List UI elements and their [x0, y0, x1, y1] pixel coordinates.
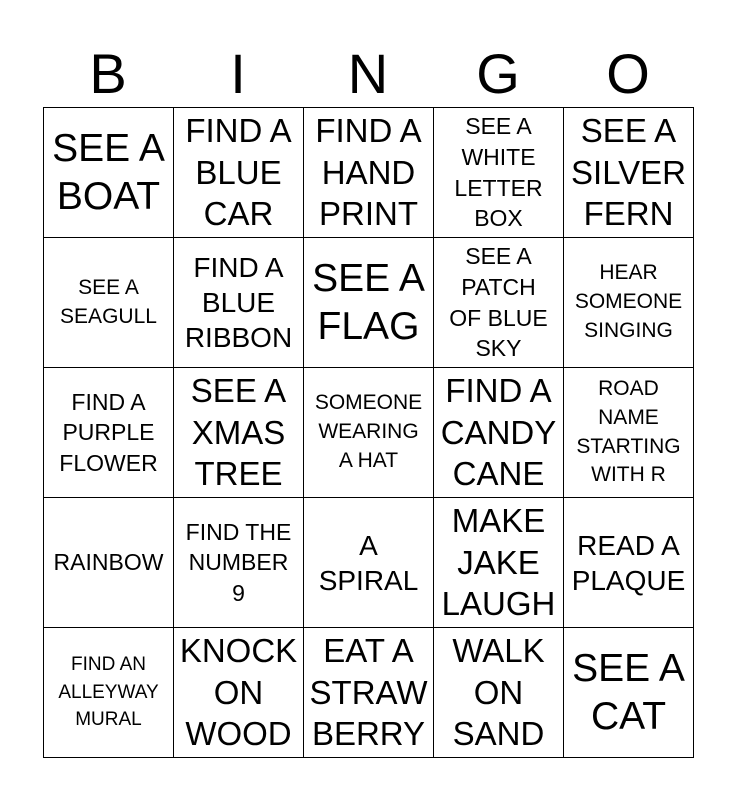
bingo-cell[interactable] [304, 368, 434, 498]
cell-label: SOMEONE WEARING A HAT [314, 391, 423, 472]
cell-label: SEE A SILVER FERN [571, 112, 686, 233]
cell-label: SEE A WHITE LETTER BOX [454, 113, 543, 232]
bingo-cell[interactable] [304, 108, 434, 238]
bingo-cell[interactable] [304, 238, 434, 368]
bingo-cell[interactable] [564, 498, 694, 628]
bingo-cell[interactable] [434, 368, 564, 498]
cell-label: FIND A CANDY CANE [440, 372, 557, 493]
cell-label: FIND AN ALLEYWAY MURAL [58, 654, 159, 731]
bingo-cell[interactable] [44, 628, 174, 758]
bingo-cell[interactable] [434, 498, 564, 628]
cell-label: FIND A BLUE CAR [185, 112, 292, 233]
cell-label: FIND A PURPLE FLOWER [59, 388, 158, 476]
bingo-cell[interactable] [434, 238, 564, 368]
bingo-cell[interactable] [434, 108, 564, 238]
bingo-grid [43, 107, 694, 758]
cell-label: SEE A SEAGULL [60, 275, 157, 328]
cell-label: KNOCK ON WOOD [179, 632, 298, 753]
bingo-cell[interactable] [304, 628, 434, 758]
bingo-cell[interactable] [174, 368, 304, 498]
bingo-cell[interactable] [44, 238, 174, 368]
cell-label: MAKE JAKE LAUGH [441, 502, 556, 623]
cell-label: SEE A FLAG [312, 256, 425, 348]
cell-label: A SPIRAL [318, 529, 419, 596]
bingo-cell[interactable] [564, 238, 694, 368]
header-letter-b: B [89, 42, 127, 105]
cell-label: ROAD NAME STARTING WITH R [576, 376, 681, 487]
cell-label: FIND THE NUMBER 9 [185, 518, 292, 606]
bingo-cell[interactable] [174, 238, 304, 368]
cell-label: EAT A STRAW BERRY [309, 632, 428, 753]
cell-label: RAINBOW [53, 549, 164, 576]
header-letter-n: N [347, 42, 389, 105]
bingo-header [43, 40, 693, 108]
bingo-cell[interactable] [564, 108, 694, 238]
bingo-cell[interactable] [434, 628, 564, 758]
cell-label: HEAR SOMEONE SINGING [574, 261, 683, 342]
bingo-cell[interactable] [174, 498, 304, 628]
cell-label: SEE A PATCH OF BLUE SKY [449, 243, 548, 362]
cell-label: SEE A CAT [572, 646, 685, 738]
bingo-cell[interactable] [174, 628, 304, 758]
bingo-cell[interactable] [44, 108, 174, 238]
header-letter-o: O [606, 42, 650, 105]
cell-label: FIND A HAND PRINT [315, 112, 422, 233]
cell-label: FIND A BLUE RIBBON [184, 252, 293, 353]
header-letter-i: I [230, 42, 246, 105]
cell-label: SEE A BOAT [52, 126, 165, 218]
bingo-cell[interactable] [174, 108, 304, 238]
cell-label: READ A PLAQUE [571, 529, 686, 596]
cell-label: SEE A XMAS TREE [190, 372, 287, 493]
cell-label: WALK ON SAND [452, 632, 545, 753]
bingo-cell[interactable] [304, 498, 434, 628]
bingo-cell[interactable] [564, 628, 694, 758]
bingo-cell[interactable] [564, 368, 694, 498]
bingo-cell[interactable] [44, 368, 174, 498]
bingo-cell[interactable] [44, 498, 174, 628]
header-letter-g: G [476, 42, 520, 105]
